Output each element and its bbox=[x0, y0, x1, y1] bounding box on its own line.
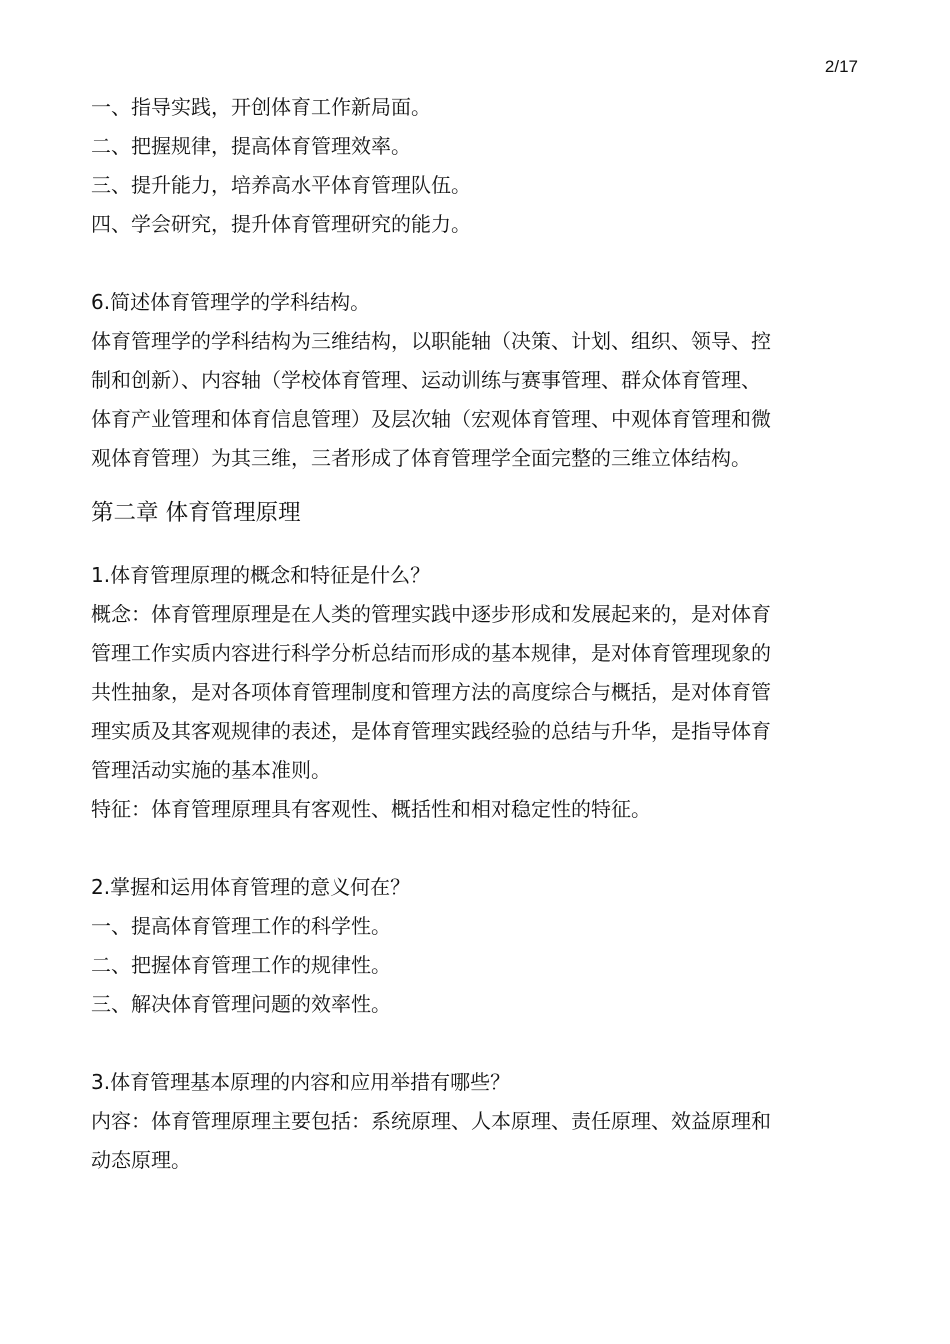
significance-list bbox=[91, 88, 861, 244]
answer-line: 体育产业管理和体育信息管理）及层次轴（宏观体育管理、中观体育管理和微 bbox=[91, 407, 771, 431]
answer-line: 观体育管理）为其三维，三者形成了体育管理学全面完整的三维立体结构。 bbox=[91, 446, 751, 470]
chapter-heading: 第二章 体育管理原理 bbox=[91, 500, 301, 526]
paragraph-gap bbox=[91, 829, 861, 868]
question-1-block bbox=[91, 556, 861, 829]
question-2-block bbox=[91, 868, 861, 1024]
list-item: 一、提高体育管理工作的科学性。 bbox=[91, 914, 391, 938]
question-3-block bbox=[91, 1063, 861, 1180]
document-body bbox=[91, 88, 861, 1180]
content-line: 内容：体育管理原理主要包括：系统原理、人本原理、责任原理、效益原理和 bbox=[91, 1109, 771, 1133]
question-6-title: 6.简述体育管理学的学科结构。 bbox=[91, 290, 371, 314]
answer-line: 体育管理学的学科结构为三维结构，以职能轴（决策、计划、组织、领导、控 bbox=[91, 329, 771, 353]
page-number: 2/17 bbox=[824, 57, 858, 76]
question-2-title: 2.掌握和运用体育管理的意义何在？ bbox=[91, 875, 411, 899]
concept-line: 概念：体育管理原理是在人类的管理实践中逐步形成和发展起来的，是对体育 bbox=[91, 602, 771, 626]
paragraph-gap bbox=[91, 1024, 861, 1063]
list-item: 三、提升能力，培养高水平体育管理队伍。 bbox=[91, 173, 471, 197]
question-1-title: 1.体育管理原理的概念和特征是什么？ bbox=[91, 563, 431, 587]
paragraph-gap bbox=[91, 244, 861, 283]
list-item: 三、解决体育管理问题的效率性。 bbox=[91, 992, 391, 1016]
concept-line: 管理活动实施的基本准则。 bbox=[91, 758, 331, 782]
concept-line: 管理工作实质内容进行科学分析总结而形成的基本规律，是对体育管理现象的 bbox=[91, 641, 771, 665]
question-3-title: 3.体育管理基本原理的内容和应用举措有哪些？ bbox=[91, 1070, 511, 1094]
list-item: 二、把握体育管理工作的规律性。 bbox=[91, 953, 391, 977]
list-item: 一、指导实践，开创体育工作新局面。 bbox=[91, 95, 431, 119]
question-6-block bbox=[91, 283, 861, 478]
feature-line: 特征：体育管理原理具有客观性、概括性和相对稳定性的特征。 bbox=[91, 797, 651, 821]
answer-line: 制和创新）、内容轴（学校体育管理、运动训练与赛事管理、群众体育管理、 bbox=[91, 368, 761, 392]
list-item: 二、把握规律，提高体育管理效率。 bbox=[91, 134, 411, 158]
list-item: 四、学会研究，提升体育管理研究的能力。 bbox=[91, 212, 471, 236]
content-line: 动态原理。 bbox=[91, 1148, 191, 1172]
concept-line: 理实质及其客观规律的表述，是体育管理实践经验的总结与升华，是指导体育 bbox=[91, 719, 771, 743]
concept-line: 共性抽象，是对各项体育管理制度和管理方法的高度综合与概括，是对体育管 bbox=[91, 680, 771, 704]
